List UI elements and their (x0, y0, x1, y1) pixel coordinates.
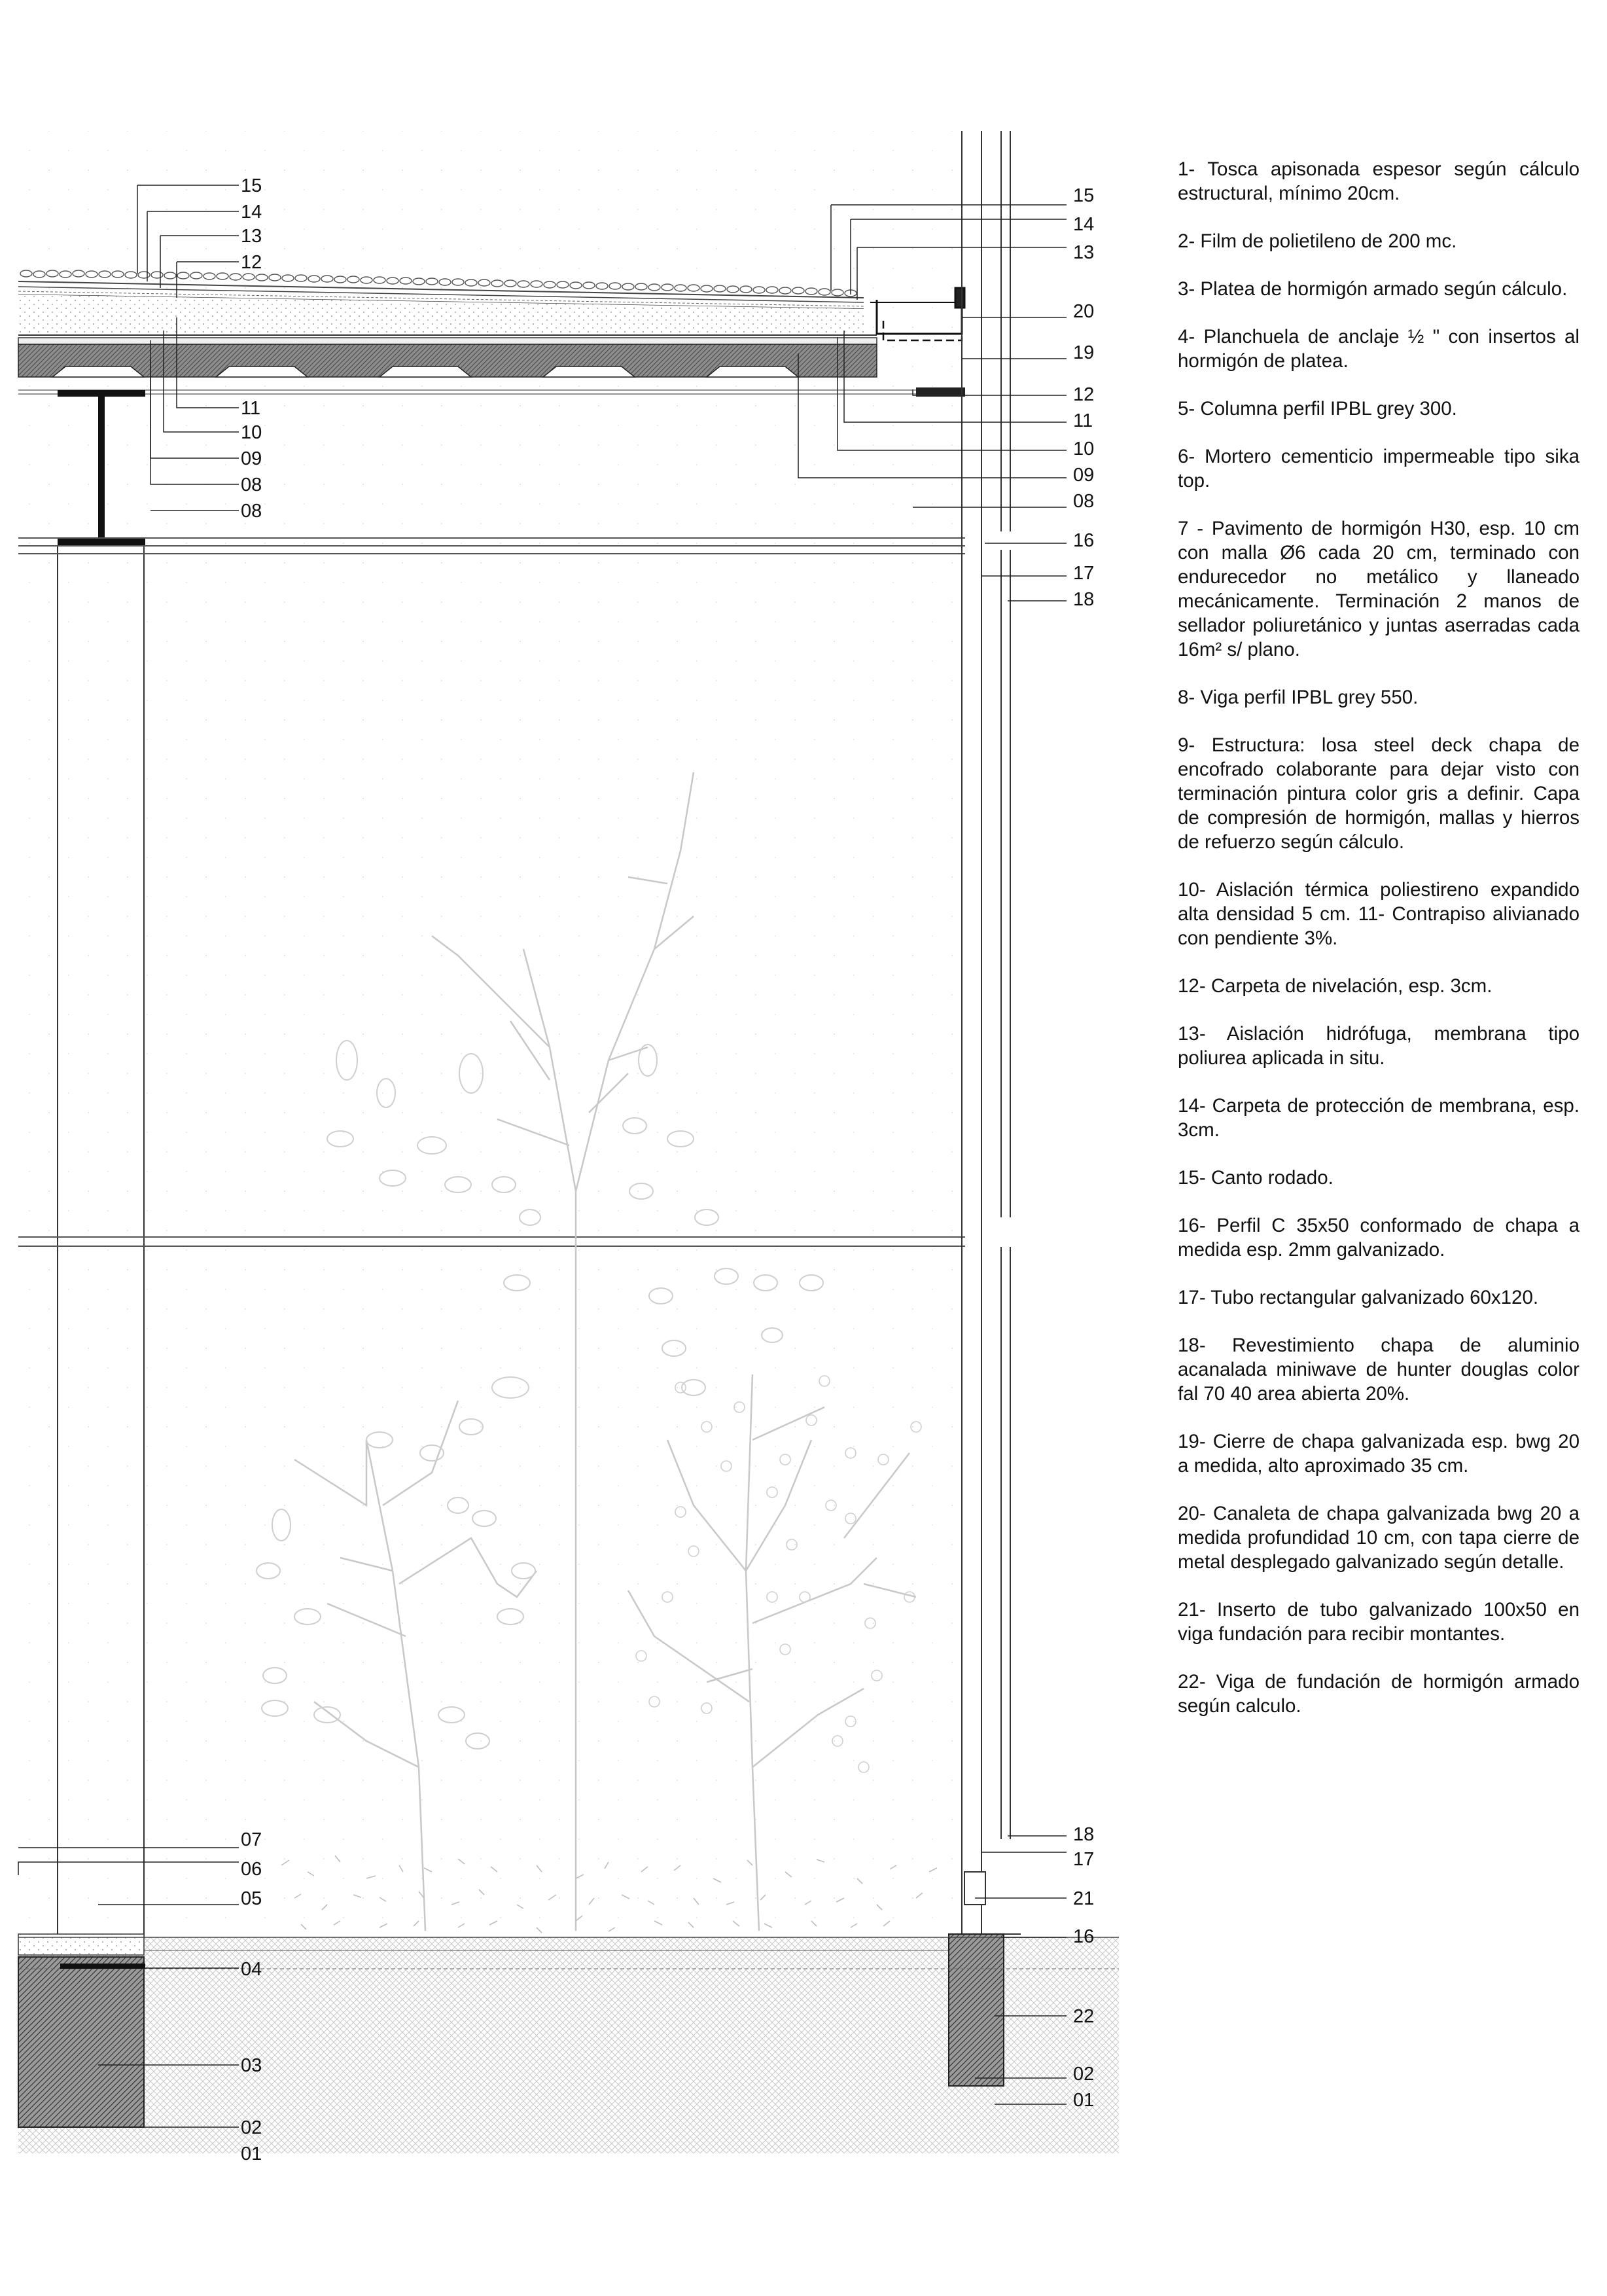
callout-label: 09 (1073, 465, 1095, 486)
legend-note: 5- Columna perfil IPBL grey 300. (1178, 398, 1457, 420)
callout-label: 02 (241, 2117, 262, 2138)
legend-note: 1- Tosca apisonada espesor según cálculo estructural, mínimo 20cm. (1178, 158, 1580, 204)
callout-label: 03 (241, 2055, 262, 2076)
legend-note: 19- Cierre de chapa galvanizada esp. bwg 20 a medida, alto aproximado 35 cm. (1178, 1431, 1580, 1477)
legend-note: 8- Viga perfil IPBL grey 550. (1178, 687, 1419, 708)
callout-label: 10 (241, 422, 262, 443)
legend-note: 21- Inserto de tubo galvanizado 100x50 en viga fundación para recibir montantes. (1178, 1599, 1580, 1645)
callout-label: 02 (1073, 2064, 1095, 2085)
callout-label: 09 (241, 448, 262, 469)
callout-label: 04 (241, 1959, 262, 1980)
callout-label: 15 (241, 175, 262, 196)
callout-label: 07 (241, 1829, 262, 1850)
legend-note: 20- Canaleta de chapa galvanizada bwg 20 a medida profundidad 10 cm, con tapa cierre de metal desplegado galvanizado según detalle. (1178, 1503, 1580, 1573)
callout-labels-roof-right (1073, 185, 1094, 512)
callout-label: 18 (1073, 1824, 1095, 1845)
legend-note: 14- Carpeta de protección de membrana, esp. 3cm. (1178, 1095, 1580, 1141)
callout-label: 13 (241, 226, 262, 247)
callout-label: 06 (241, 1859, 262, 1880)
callout-label: 17 (1073, 563, 1095, 584)
right-facade-wall (962, 131, 1021, 1934)
callout-label: 14 (1073, 214, 1095, 235)
callout-label: 12 (1073, 384, 1095, 405)
callout-label: 18 (1073, 589, 1095, 610)
callout-label: 12 (241, 252, 262, 273)
callout-label: 15 (1073, 185, 1095, 206)
legend-note: 10- Aislación térmica poliestireno expandido alta densidad 5 cm. 11- Contrapiso alivianado con pendiente 3%. (1178, 879, 1580, 949)
callout-label: 08 (241, 501, 262, 522)
callout-label: 17 (1073, 1849, 1095, 1870)
legend-note: 17- Tubo rectangular galvanizado 60x120. (1178, 1287, 1539, 1308)
callout-label: 16 (1073, 1926, 1095, 1947)
callout-label: 22 (1073, 2006, 1095, 2027)
callout-label: 11 (1073, 410, 1093, 431)
callout-label: 10 (1073, 439, 1095, 459)
legend-note: 7 - Pavimento de hormigón H30, esp. 10 cm con malla Ø6 cada 20 cm, terminado con endurecedor no metálico y llaneado mecánicamente. Terminación 2 manos de sellador poliuretánico y juntas aserradas cada 16m² s/ plano. (1178, 518, 1580, 660)
callout-label: 01 (241, 2144, 262, 2164)
callout-label: 08 (1073, 491, 1095, 512)
callout-label: 13 (1073, 242, 1095, 263)
legend-note: 4- Planchuela de anclaje ½ " con insertos al hormigón de platea. (1178, 326, 1580, 372)
legend-note: 3- Platea de hormigón armado según cálculo. (1178, 278, 1568, 300)
callout-label: 21 (1073, 1888, 1095, 1909)
callout-label: 19 (1073, 342, 1095, 363)
legend-note: 22- Viga de fundación de hormigón armado según calculo. (1178, 1671, 1580, 1717)
legend-note: 2- Film de polietileno de 200 mc. (1178, 230, 1457, 252)
legend-note: 12- Carpeta de nivelación, esp. 3cm. (1178, 975, 1492, 997)
interior-background (20, 131, 962, 1937)
callout-label: 05 (241, 1888, 262, 1909)
legend-note: 13- Aislación hidrófuga, membrana tipo poliurea aplicada in situ. (1178, 1023, 1580, 1069)
callout-labels-wall-right (1073, 530, 1094, 610)
callout-label: 01 (1073, 2090, 1095, 2111)
foundation (18, 1934, 1119, 2153)
callout-label: 20 (1073, 301, 1095, 322)
callout-label: 16 (1073, 530, 1095, 551)
legend-note: 15- Canto rodado. (1178, 1167, 1333, 1189)
legend-note: 18- Revestimiento chapa de aluminio acanalada miniwave de hunter douglas color fal 70 40 area abierta 20%. (1178, 1335, 1580, 1405)
legend-note: 16- Perfil C 35x50 conformado de chapa a medida esp. 2mm galvanizado. (1178, 1215, 1580, 1261)
callout-label: 08 (241, 475, 262, 495)
legend-note: 6- Mortero cementicio impermeable tipo sika top. (1178, 446, 1580, 492)
callout-label: 11 (241, 398, 261, 419)
legend-notes (1178, 157, 1580, 1742)
legend-note: 9- Estructura: losa steel deck chapa de encofrado colaborante para dejar visto con terminación pintura color gris a definir. Capa de compresión de hormigón, mallas y hierros de refuerzo según cálculo. (1178, 734, 1580, 853)
callout-label: 14 (241, 202, 262, 223)
